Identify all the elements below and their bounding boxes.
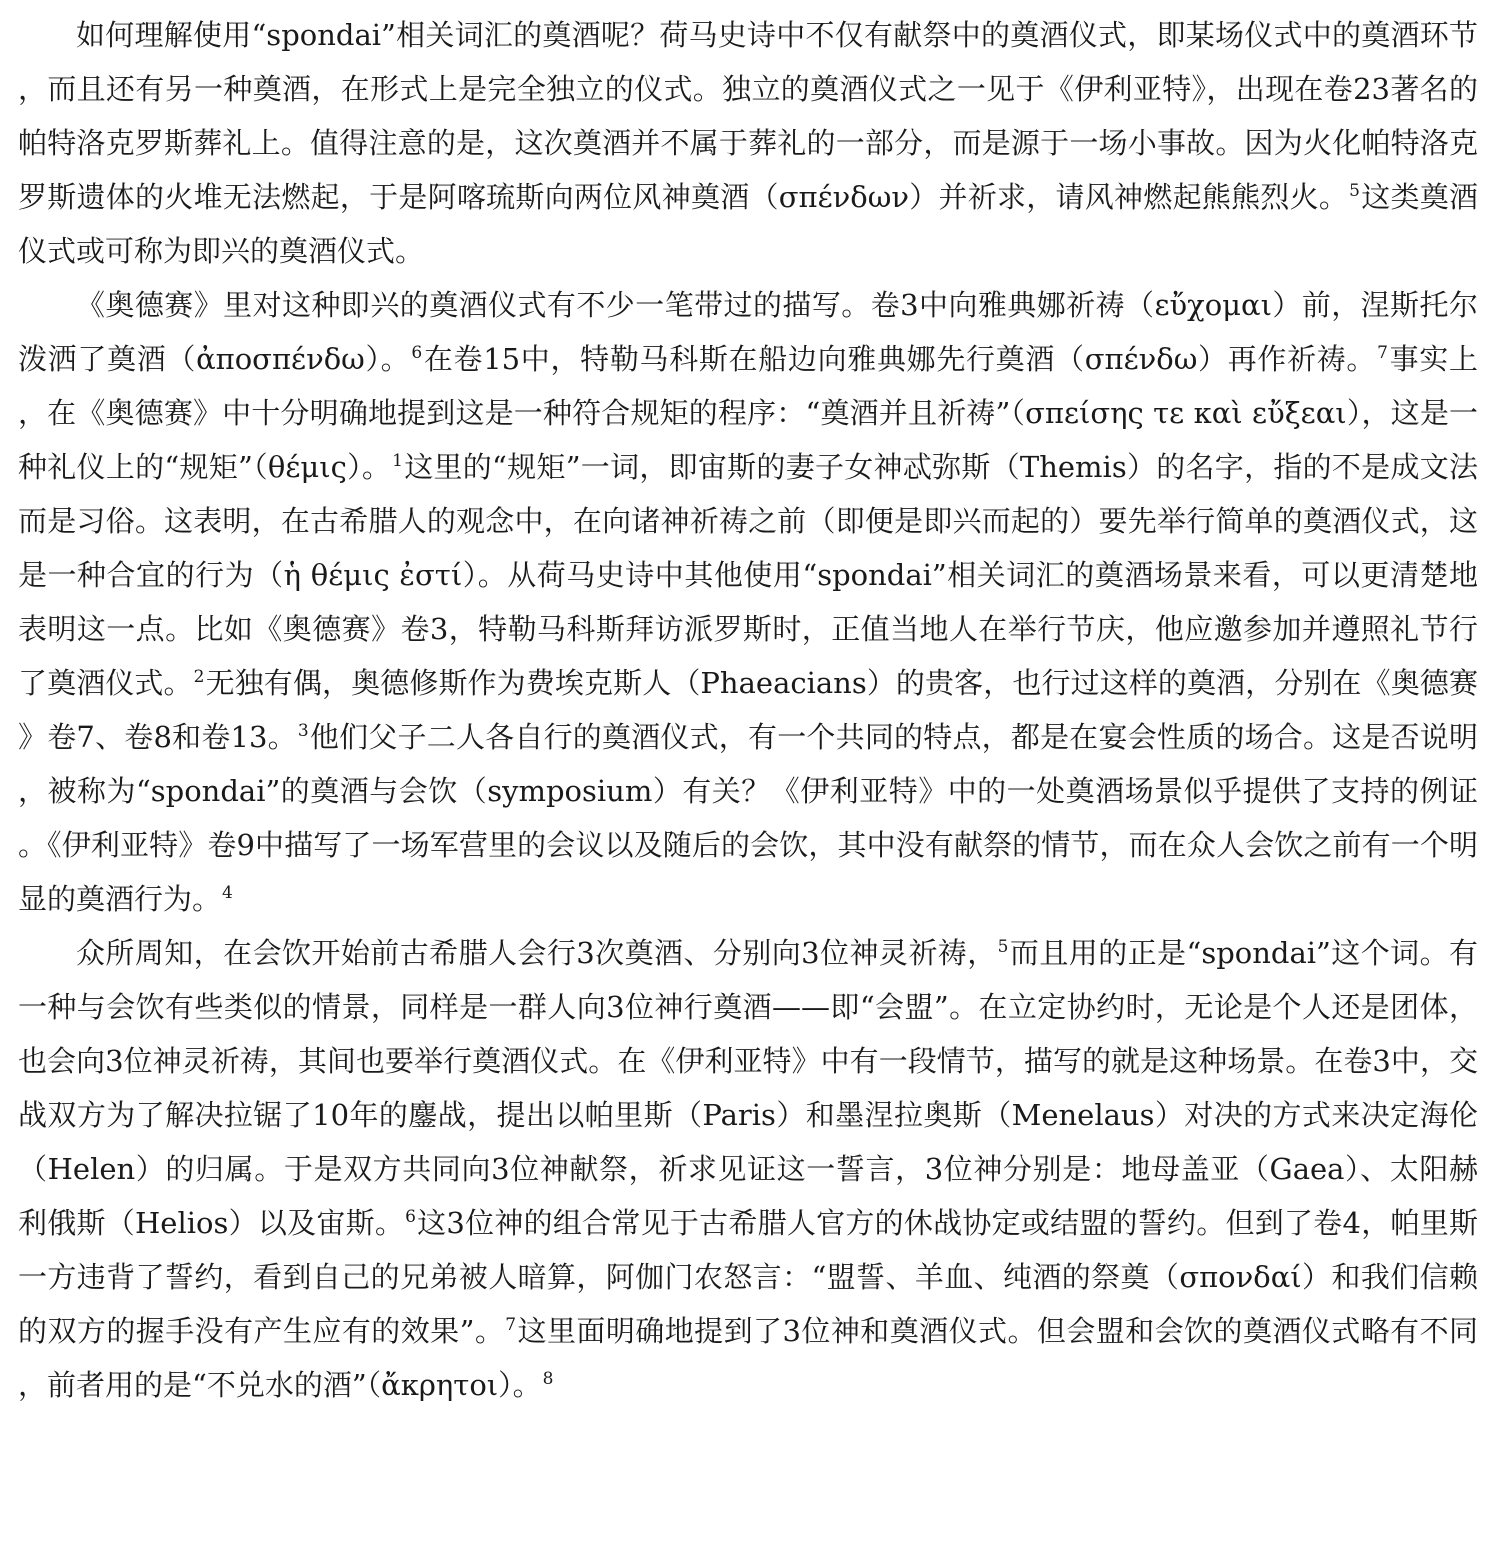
text-run: 在卷15中，特勒马科斯在船边向雅典娜先行奠酒（σπένδω）再作祈祷。 — [423, 342, 1377, 376]
text-run: 这里的“规矩”一词，即宙斯的妻子女神忒弥斯（Themis）的名字，指的不是成文法而是习俗。这表明，在古希腊人的观念中，在向诸神祈祷之前（即便是即兴而起的）要先举行简单的奠酒仪式，这是一种合宜的行为（ἡ θέμις ἐστί）。从荷马史诗中其他使用“spondai”相关词汇的奠酒场景来看，可以更清楚地表明这一点。比如《奥德赛》卷3，特勒马科斯拜访派罗斯时，正值当地人在举行节庆，他应邀参加并遵照礼节行了奠酒仪式。 — [18, 450, 1478, 700]
paragraph-1 — [18, 8, 1478, 278]
text-run: 事实上，在《奥德赛》中十分明确地提到这是一种符合规矩的程序：“奠酒并且祈祷”（σπείσης τε καὶ εὔξεαι），这是一种礼仪上的“规矩”（θέμις）。 — [18, 342, 1478, 484]
footnote-marker: 1 — [392, 451, 403, 472]
text-run: 这里面明确地提到了3位神和奠酒仪式。但会盟和会饮的奠酒仪式略有不同，前者用的是“不兑水的酒”（ἄκρητοι）。 — [18, 1314, 1479, 1402]
footnote-marker: 6 — [411, 343, 423, 364]
text-run: 而且用的正是“spondai”这个词。有一种与会饮有些类似的情景，同样是一群人向3位神行奠酒——即“会盟”。在立定协约时，无论是个人还是团体，也会向3位神灵祈祷，其间也要举行奠酒仪式。在《伊利亚特》中有一段情节，描写的就是这种场景。在卷3中，交战双方为了解决拉锯了10年的鏖战，提出以帕里斯（Paris）和墨涅拉奥斯（Menelaus）对决的方式来决定海伦（Helen）的归属。于是双方共同向3位神献祭，祈求见证这一誓言，3位神分别是：地母盖亚（Gaea）、太阳赫利俄斯（Helios）以及宙斯。 — [18, 936, 1478, 1240]
text-run: 这类奠酒仪式或可称为即兴的奠酒仪式。 — [18, 180, 1478, 268]
footnote-marker: 7 — [505, 1315, 517, 1336]
text-run: 如何理解使用“spondai”相关词汇的奠酒呢？荷马史诗中不仅有献祭中的奠酒仪式，即某场仪式中的奠酒环节，而且还有另一种奠酒，在形式上是完全独立的仪式。独立的奠酒仪式之一见于《伊利亚特》，出现在卷23著名的帕特洛克罗斯葬礼上。值得注意的是，这次奠酒并不属于葬礼的一部分，而是源于一场小事故。因为火化帕特洛克罗斯遗体的火堆无法燃起，于是阿喀琉斯向两位风神奠酒（σπένδων）并祈求，请风神燃起熊熊烈火。 — [18, 18, 1478, 214]
footnote-marker: 4 — [222, 883, 233, 904]
footnote-marker: 7 — [1377, 343, 1388, 364]
text-run: 《奥德赛》里对这种即兴的奠酒仪式有不少一笔带过的描写。卷3中向雅典娜祈祷（εὔχομαι）前，涅斯托尔泼洒了奠酒（ἀποσπένδω）。 — [18, 288, 1478, 376]
footnote-marker: 5 — [1349, 181, 1360, 202]
footnote-marker: 3 — [297, 721, 309, 742]
paragraph-2 — [18, 278, 1478, 926]
footnote-marker: 2 — [193, 667, 205, 688]
footnote-marker: 6 — [405, 1207, 416, 1228]
text-run: 这3位神的组合常见于古希腊人官方的休战协定或结盟的誓约。但到了卷4，帕里斯一方违背了誓约，看到自己的兄弟被人暗算，阿伽门农怒言：“盟誓、羊血、纯酒的祭奠（σπονδαί）和我们信赖的双方的握手没有产生应有的效果”。 — [18, 1206, 1478, 1348]
footnote-marker: 8 — [542, 1369, 554, 1390]
footnote-marker: 5 — [997, 937, 1009, 958]
text-run: 无独有偶，奥德修斯作为费埃克斯人（Phaeacians）的贵客，也行过这样的奠酒，分别在《奥德赛》卷7、卷8和卷13。 — [18, 666, 1478, 754]
text-run: 他们父子二人各自行的奠酒仪式，有一个共同的特点，都是在宴会性质的场合。这是否说明，被称为“spondai”的奠酒与会饮（symposium）有关？《伊利亚特》中的一处奠酒场景似乎提供了支持的例证。《伊利亚特》卷9中描写了一场军营里的会议以及随后的会饮，其中没有献祭的情节，而在众人会饮之前有一个明显的奠酒行为。 — [18, 720, 1478, 916]
text-run: 众所周知，在会饮开始前古希腊人会行3次奠酒、分别向3位神灵祈祷， — [76, 936, 997, 970]
paragraph-3 — [18, 926, 1478, 1412]
